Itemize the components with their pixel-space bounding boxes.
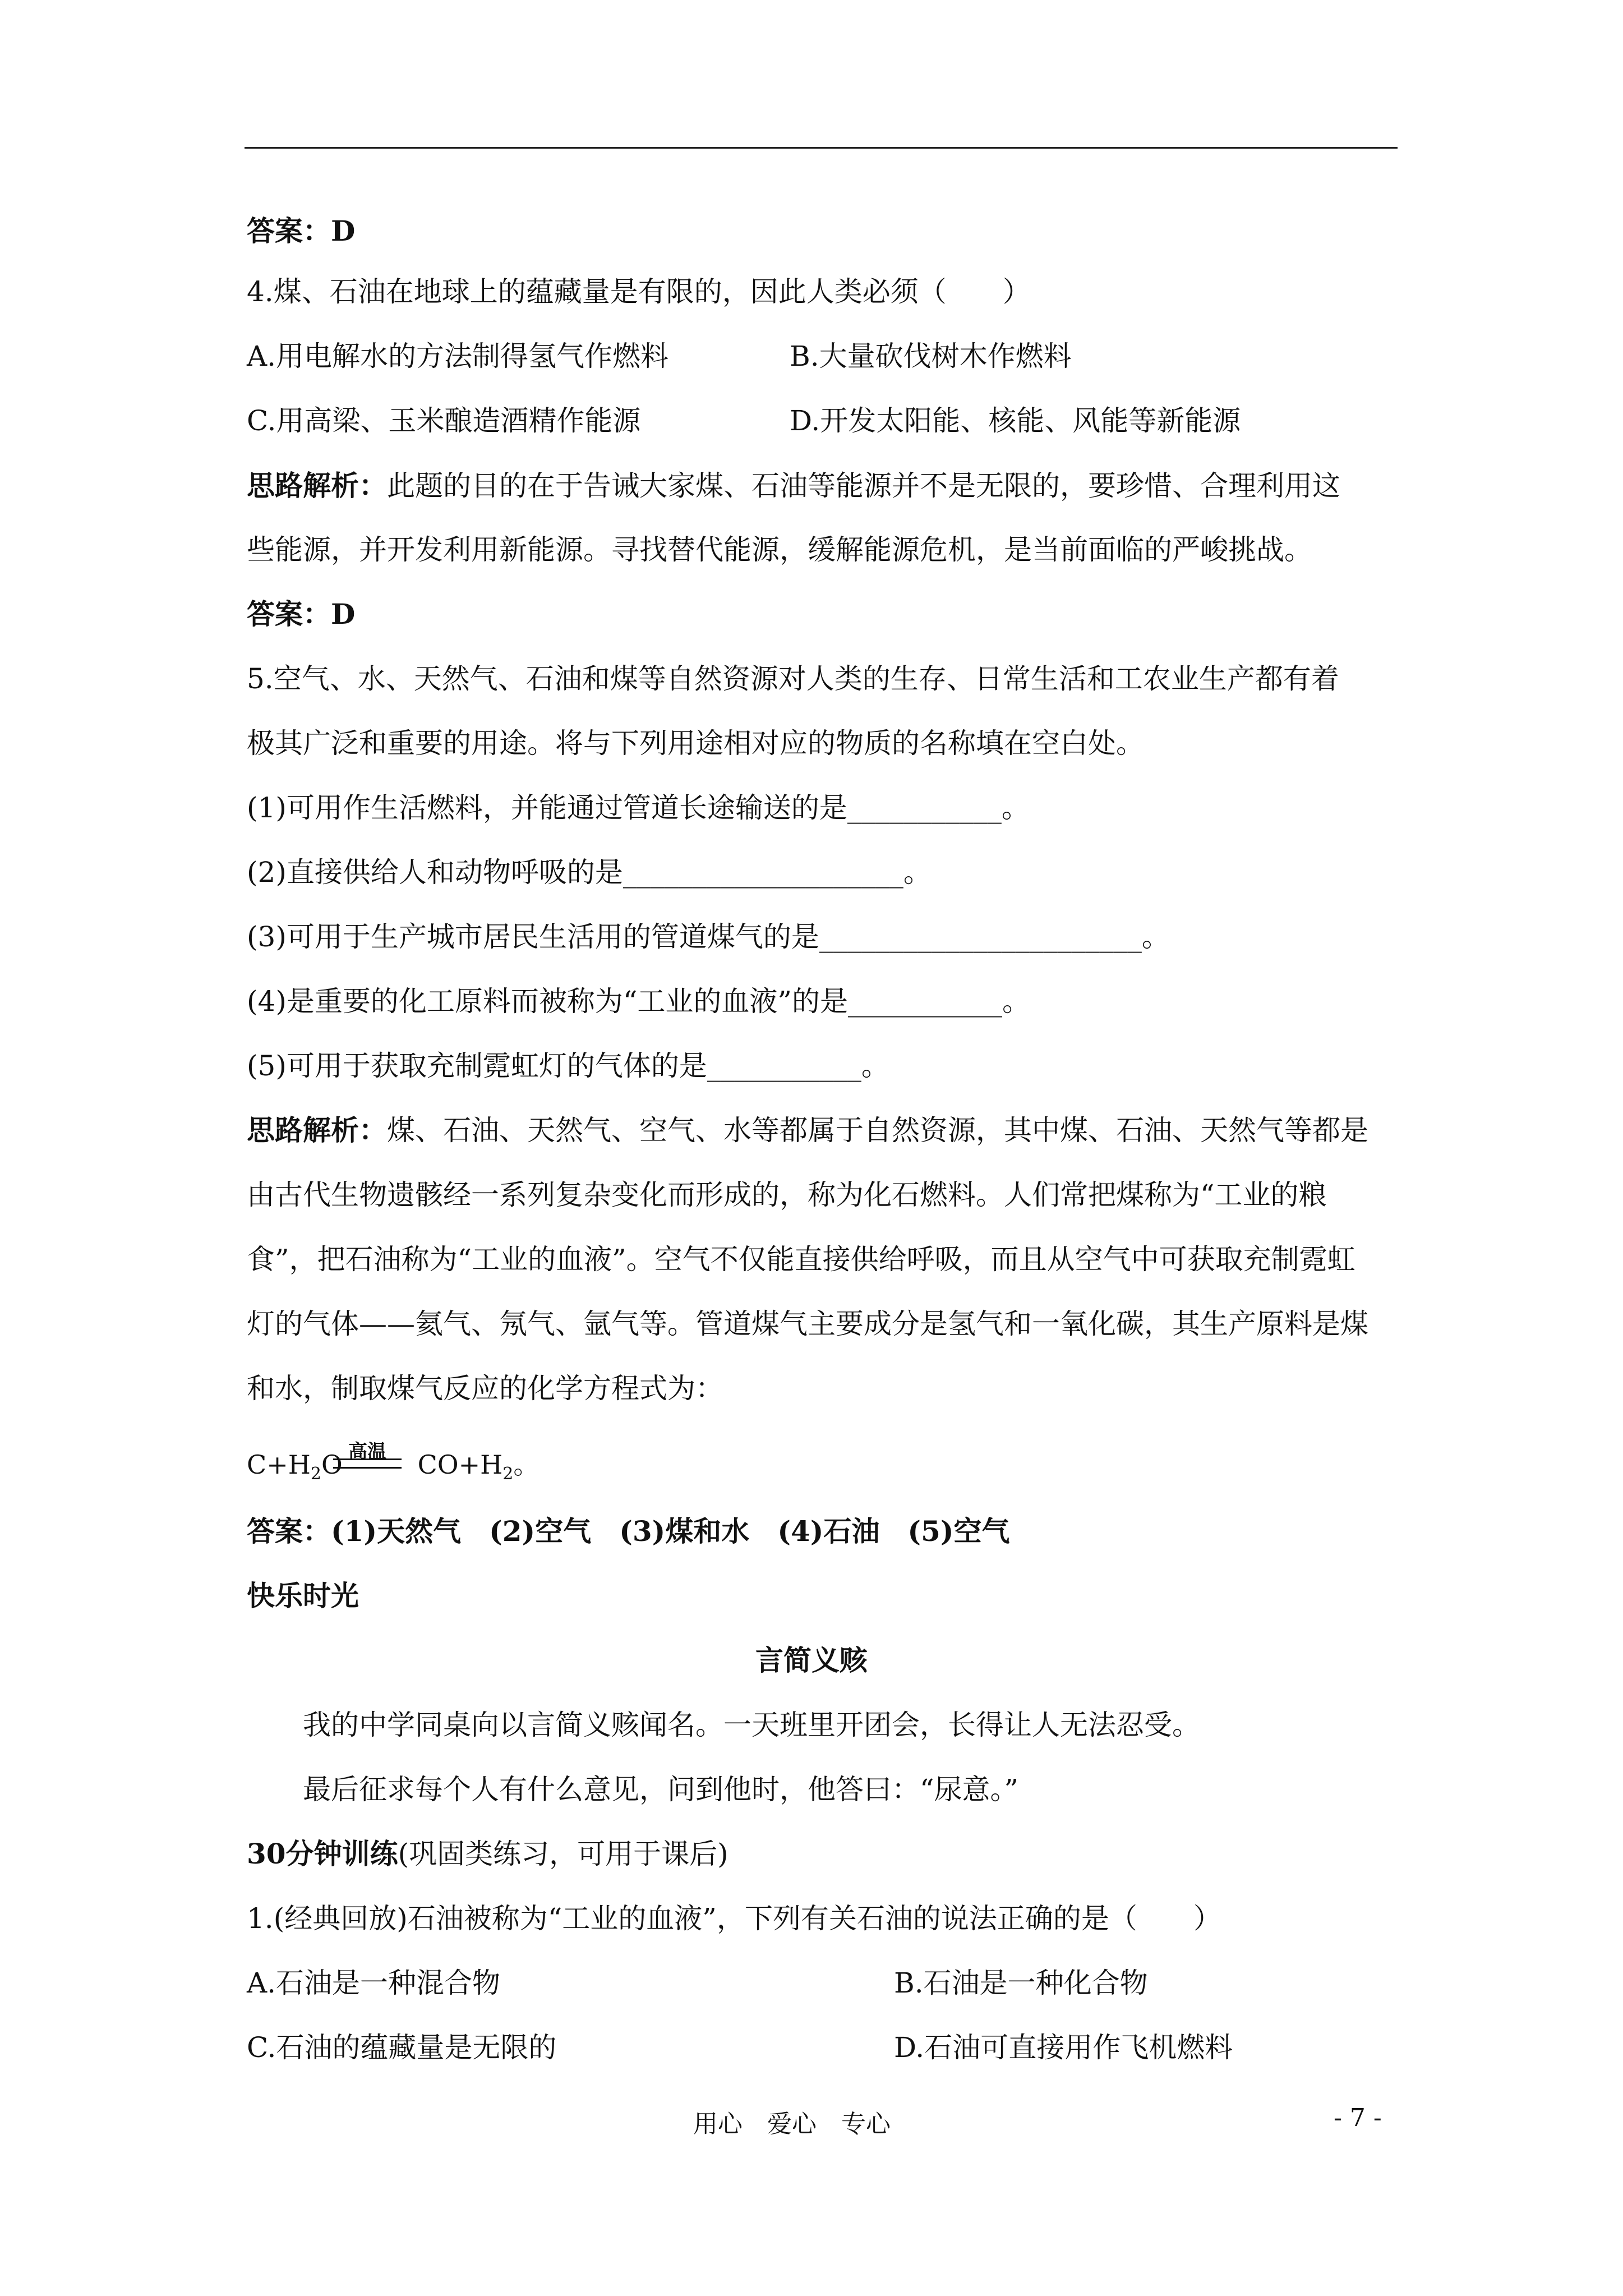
reaction-condition: 高温 — [348, 1441, 386, 1463]
story-paragraph-2: 最后征求每个人有什么意见，问到他时，他答曰：“尿意。” — [303, 1773, 1019, 1806]
drill-q1-option-c: C.石油的蕴藏量是无限的 — [247, 2031, 557, 2064]
q4-option-d: D.开发太阳能、核能、风能等新能源 — [790, 404, 1241, 437]
q5-sub-3: (3)可用于生产城市居民生活用的管道煤气的是_______________________。 — [247, 921, 1170, 953]
drill-q1-stem: 1.(经典回放)石油被称为“工业的血液”，下列有关石油的说法正确的是（ ） — [247, 1902, 1221, 1935]
equation-double-line — [333, 1458, 402, 1469]
page-number: - 7 - — [1334, 2104, 1382, 2132]
q5-stem-line-1: 5.空气、水、天然气、石油和煤等自然资源对人类的生存、日常生活和工农业生产都有着 — [247, 662, 1339, 695]
answer-q5: 答案：(1)天然气 (2)空气 (3)煤和水 (4)石油 (5)空气 — [247, 1515, 1010, 1548]
q5-analysis-line-4: 灯的气体——氦气、氖气、氩气等。管道煤气主要成分是氢气和一氧化碳，其生产原料是煤 — [247, 1308, 1368, 1340]
chemical-equation: $C+H_2O$ $CO+H_2$。 — [247, 1450, 540, 1484]
drill-q1-option-d: D.石油可直接用作飞机燃料 — [894, 2031, 1233, 2064]
drill-q1-option-a: A.石油是一种混合物 — [247, 1967, 501, 1999]
drill-heading: 30分钟训练(巩固类练习，可用于课后) — [247, 1837, 728, 1870]
q4-stem: 4.煤、石油在地球上的蕴藏量是有限的，因此人类必须（ ） — [247, 275, 1031, 308]
q5-analysis-line-2: 由古代生物遗骸经一系列复杂变化而形成的，称为化石燃料。人们常把煤称为“工业的粮 — [247, 1179, 1327, 1211]
footer-motto: 用心 爱心 专心 — [693, 2110, 891, 2138]
q4-analysis-label: 思路解析： — [247, 469, 387, 502]
story-title: 言简义赅 — [755, 1644, 868, 1677]
q5-analysis-label: 思路解析： — [247, 1114, 387, 1147]
q5-sub-4: (4)是重要的化工原料而被称为“工业的血液”的是___________。 — [247, 985, 1030, 1018]
q5-stem-line-2: 极其广泛和重要的用途。将与下列用途相对应的物质的名称填在空白处。 — [247, 727, 1144, 760]
q5-sub-5: (5)可用于获取充制霓虹灯的气体的是___________。 — [247, 1050, 889, 1082]
q5-sub-2: (2)直接供给人和动物呼吸的是____________________。 — [247, 856, 932, 889]
story-paragraph-1: 我的中学同桌向以言简义赅闻名。一天班里开团会，长得让人无法忍受。 — [303, 1709, 1200, 1741]
q5-analysis-line-3: 食”，把石油称为“工业的血液”。空气不仅能直接供给呼吸，而且从空气中可获取充制霓虹 — [247, 1243, 1355, 1276]
q5-analysis-line-1: 思路解析：煤、石油、天然气、空气、水等都属于自然资源，其中煤、石油、天然气等都是 — [247, 1114, 1368, 1147]
q4-option-b: B.大量砍伐树木作燃料 — [790, 340, 1072, 372]
q4-analysis-line-1: 思路解析：此题的目的在于告诫大家煤、石油等能源并不是无限的，要珍惜、合理利用这 — [247, 469, 1340, 502]
section-fun-time: 快乐时光 — [247, 1579, 359, 1612]
q4-option-a: A.用电解水的方法制得氢气作燃料 — [247, 340, 669, 372]
answer-q4: 答案：D — [247, 597, 356, 631]
drill-q1-option-b: B.石油是一种化合物 — [894, 1967, 1148, 1999]
answer-q3: 答案：D — [247, 214, 356, 247]
q4-analysis-line-2: 些能源，并开发利用新能源。寻找替代能源，缓解能源危机，是当前面临的严峻挑战。 — [247, 533, 1312, 566]
q5-analysis-line-5: 和水，制取煤气反应的化学方程式为： — [247, 1372, 723, 1405]
q4-option-c: C.用高梁、玉米酿造酒精作能源 — [247, 404, 641, 437]
header-rule — [245, 147, 1398, 149]
q5-sub-1: (1)可用作生活燃料，并能通过管道长途输送的是___________。 — [247, 792, 1030, 824]
